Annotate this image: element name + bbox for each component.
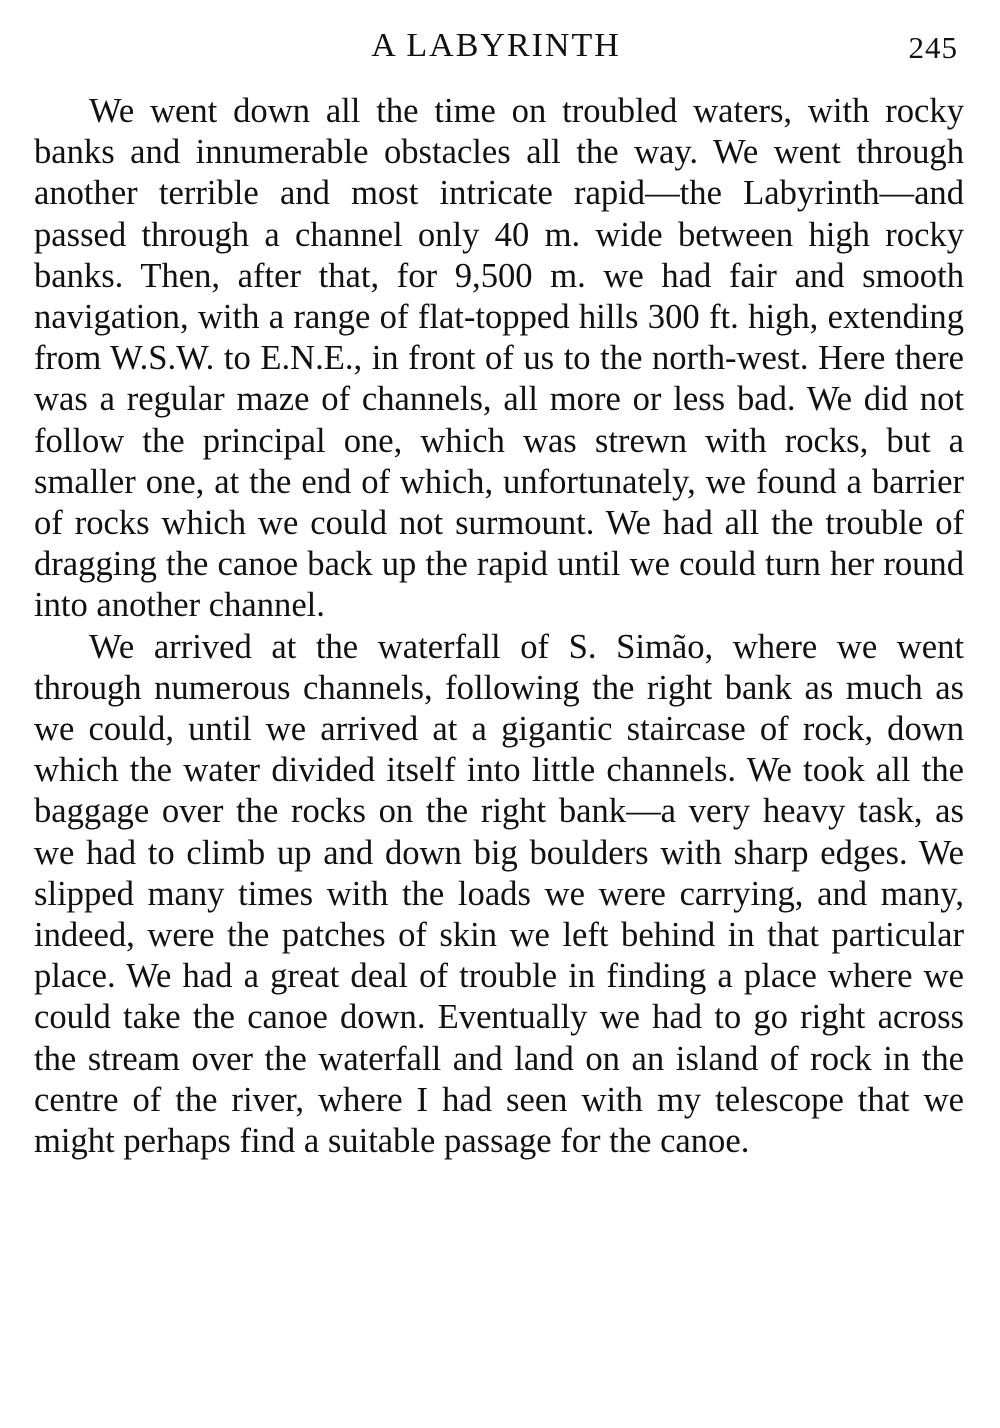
running-head — [34, 22, 958, 72]
paragraph-2: We arrived at the waterfall of S. Simão, where we went through numerous channels, following the right bank as much as we could, until we arrived at a gigantic staircase of rock, down which the water divided itself into little channels. We took all the baggage over the rocks on the right bank—a very heavy task, as we had to climb up and down big boulders with sharp edges. We slipped many times with the loads we were carrying, and many, indeed, were the patches of skin we left behind in that particular place. We had a great deal of trouble in finding a place where we could take the canoe down. Eventually we had to go right across the stream over the waterfall and land on an island of rock in the centre of the river, where I had seen with my telescope that we might perhaps find a suitable passage for the canoe. — [34, 627, 964, 1161]
page-title: A LABYRINTH — [371, 27, 621, 64]
paragraph-1: We went down all the time on troubled waters, with rocky banks and innumerable obstacles all the way. We went through another terrible and most intricate rapid—the Labyrinth—and passed through a channel only 40 m. wide between high rocky banks. Then, after that, for 9,500 m. we had fair and smooth navigation, with a range of flat-topped hills 300 ft. high, extending from W.S.W. to E.N.E., in front of us to the north-west. Here there was a regular maze of channels, all more or less bad. We did not follow the principal one, which was strewn with rocks, but a smaller one, at the end of which, unfortunately, we found a barrier of rocks which we could not surmount. We had all the trouble of dragging the canoe back up the rapid until we could turn her round into another channel. — [34, 92, 964, 625]
body-text — [34, 91, 964, 1162]
page-number: 245 — [908, 30, 958, 65]
